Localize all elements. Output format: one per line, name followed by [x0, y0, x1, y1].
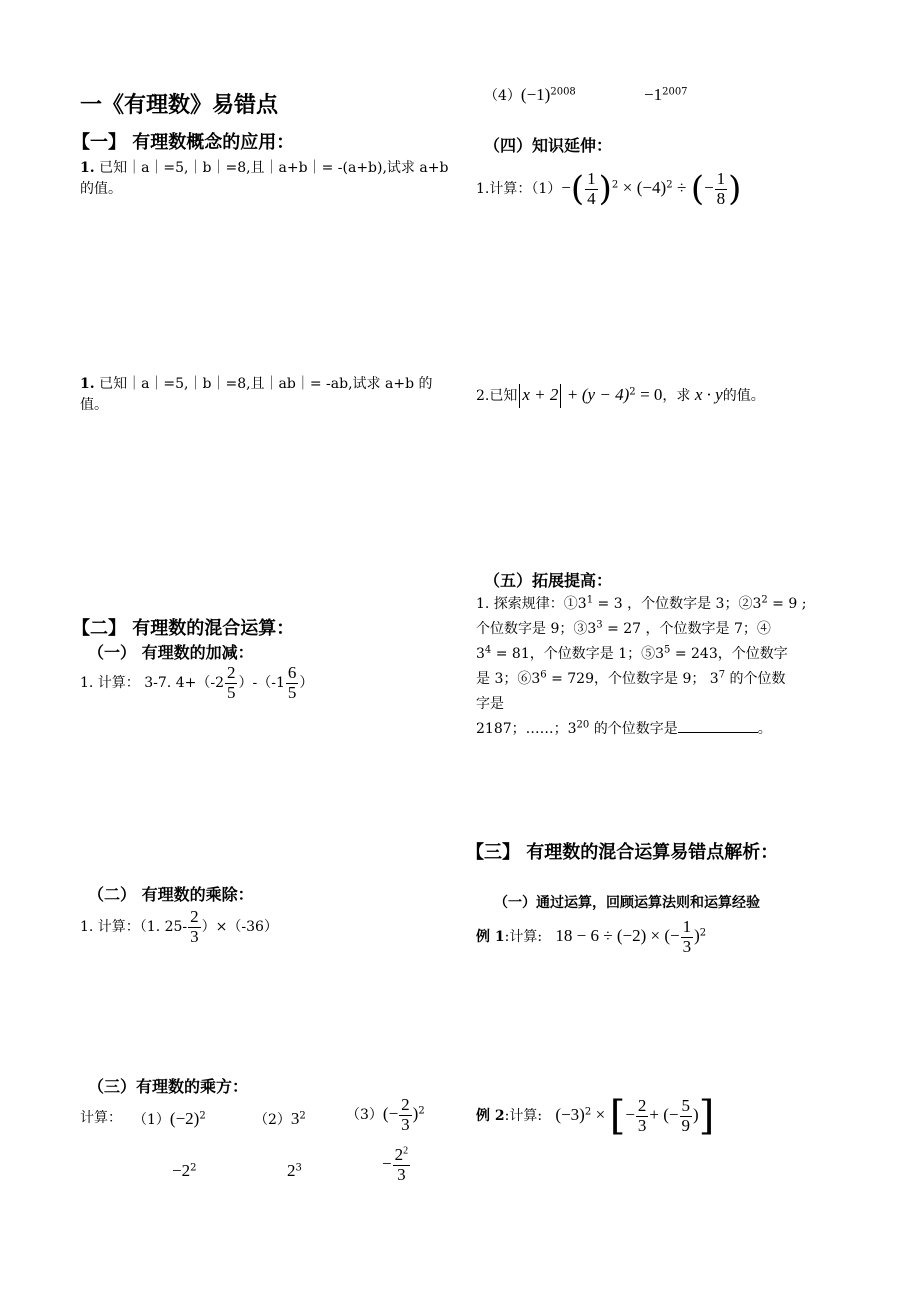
exponent: 2: [403, 1145, 409, 1157]
exponent: 2: [699, 927, 707, 939]
denominator: 3: [682, 936, 692, 956]
numerator: 5: [681, 1095, 691, 1115]
fraction: [225, 664, 238, 702]
expr: −: [625, 1105, 635, 1124]
exponent: 2: [629, 386, 636, 398]
section-heading-2: 【二】 有理数的混合运算：: [72, 618, 295, 639]
pattern-problem: [476, 592, 806, 742]
example-1: [476, 918, 706, 956]
multiplication-problem: [80, 908, 278, 946]
expr: 3: [290, 1109, 300, 1128]
exponent: 7: [718, 669, 726, 681]
numerator: 2: [401, 1095, 410, 1114]
text: = 3 ，个位数字是 3；②3: [593, 596, 762, 612]
subsection-heading-power: （三）有理数的乘方：: [88, 1077, 249, 1096]
expr: (−2): [169, 1109, 200, 1128]
expr: ): [694, 926, 700, 946]
expr: (−1): [520, 85, 551, 104]
fraction: [188, 908, 201, 946]
numerator: 1: [682, 917, 692, 936]
text-line: [476, 592, 806, 617]
exponent: 2007: [662, 86, 688, 98]
text: :计算:: [504, 929, 543, 946]
fraction: [636, 1097, 649, 1135]
operator: ÷: [677, 178, 687, 198]
text-line: [476, 617, 806, 642]
problem-label: （4）: [484, 88, 521, 104]
expr: −2: [172, 1161, 191, 1180]
numerator: 2: [190, 907, 199, 926]
section-heading-1: 【一】 有理数概念的应用：: [72, 132, 295, 153]
exponent: 2: [611, 179, 619, 191]
expr: x + 2: [522, 385, 559, 404]
abs-bar: [560, 384, 561, 408]
extension-problem-2: [476, 382, 765, 408]
subsection-heading-multiplication: （二） 有理数的乘除：: [88, 885, 254, 904]
expr: (−3): [555, 1105, 585, 1124]
exponent: 2: [761, 594, 768, 606]
right-paren: ): [728, 169, 742, 210]
power-problem-4b: [644, 82, 688, 108]
extension-problem-1: [476, 170, 741, 208]
exponent: 2008: [550, 86, 576, 98]
exponent: 3: [596, 619, 603, 631]
question-1: [80, 158, 450, 200]
section-heading-5: （五）拓展提高：: [484, 571, 613, 590]
fraction: [393, 1146, 411, 1184]
power-problem-1: [133, 1106, 206, 1132]
left-bracket: [: [609, 1093, 626, 1139]
power-label: 计算：: [80, 1110, 122, 1126]
problem-label: 2.已知: [476, 388, 518, 404]
subsection-heading-review: （一）通过运算，回顾运算法则和运算经验: [494, 895, 760, 911]
expr: (−: [382, 1104, 399, 1124]
text: = 243，个位数字: [670, 646, 788, 662]
left-paren: (: [690, 169, 705, 210]
denominator: 3: [637, 1115, 647, 1135]
answer-blank[interactable]: [678, 718, 758, 733]
numerator: 2: [637, 1095, 647, 1115]
operator: ×: [595, 1105, 606, 1124]
question-text: 已知｜a｜=5,｜b｜=8,且｜ab｜= -ab,试求 a+b 的值。: [80, 376, 433, 413]
exponent: 4: [484, 644, 492, 656]
expr-part: ）×（-36）: [201, 919, 278, 936]
exponent: 2: [666, 179, 673, 191]
expr: (y − 4): [581, 385, 630, 404]
example-label: 例 2: [476, 1108, 505, 1124]
expr: −: [382, 1154, 392, 1174]
page-title: 一《有理数》易错点: [80, 92, 279, 118]
expr: −1: [644, 85, 663, 104]
expr: x · y: [694, 385, 723, 404]
denominator: 5: [287, 682, 297, 702]
text: = 81，个位数字是 1；⑤3: [491, 646, 665, 662]
fraction: [585, 170, 598, 208]
text-line: [476, 667, 806, 692]
text: 字是: [476, 696, 504, 712]
fraction: [680, 1097, 693, 1135]
addition-problem: [80, 664, 313, 702]
question-number: 1.: [80, 160, 95, 176]
text-line: [476, 692, 806, 717]
section-heading-3: 【三】 有理数的混合运算易错点解析：: [466, 842, 779, 863]
denominator: 4: [587, 188, 596, 208]
expr-part: ）-（-1: [238, 675, 285, 692]
numerator: 2: [226, 663, 236, 682]
exponent: 2: [418, 1105, 425, 1117]
text: = 27 ，个位数字是 7；④: [602, 621, 771, 637]
text: :计算:: [504, 1108, 543, 1124]
text: 。: [757, 721, 772, 737]
denominator: 8: [716, 188, 726, 208]
fraction: [399, 1096, 412, 1134]
expr: (−4): [636, 178, 667, 198]
section-heading-4: （四）知识延伸：: [484, 136, 613, 155]
exponent: 2: [190, 1162, 197, 1174]
exponent: 2: [584, 1106, 592, 1118]
power-problem-5: [287, 1158, 302, 1184]
exponent: 1: [586, 594, 594, 606]
example-2: [476, 1093, 715, 1139]
numerator: 6: [287, 663, 297, 682]
text: 1. 探索规律：①3: [476, 596, 587, 612]
numerator: [393, 1146, 411, 1166]
expr-part: ）: [299, 675, 314, 692]
text: 的值。: [722, 388, 765, 404]
question-number: 1.: [80, 376, 95, 392]
text: = 9 ;: [767, 596, 807, 612]
power-problem-2: [254, 1106, 306, 1132]
power-problem-6: [382, 1146, 411, 1184]
text: = 729，个位数字是 9； 3: [546, 671, 719, 687]
example-label: 例 1: [476, 929, 505, 946]
right-paren: ): [598, 169, 612, 210]
power-problem-4-right: [484, 82, 576, 108]
subsection-heading-addition: （一） 有理数的加减：: [88, 643, 254, 662]
power-problem-3: [346, 1096, 425, 1134]
problem-label: （2）: [254, 1112, 291, 1128]
text: 3: [476, 646, 485, 662]
text: 的个位数: [725, 671, 786, 687]
expr-part: 1. 计算：（1. 25-: [80, 919, 188, 936]
expr: + (−: [649, 1105, 679, 1124]
numerator: 1: [587, 169, 596, 188]
operator: +: [567, 385, 578, 404]
exponent: 6: [540, 669, 547, 681]
expr: ): [693, 1105, 699, 1124]
fraction: [286, 664, 299, 702]
expr-part: 1. 计算： 3-7. 4+（-2: [80, 675, 224, 692]
denominator: 3: [401, 1114, 410, 1134]
numerator: 1: [716, 169, 726, 188]
question-text: 已知｜a｜=5,｜b｜=8,且｜a+b｜= -(a+b),试求 a+b 的值。: [80, 160, 449, 197]
expr: 18 − 6 ÷ (−2) × (−: [555, 926, 680, 946]
denominator: 3: [397, 1164, 406, 1184]
text: ，求: [662, 388, 691, 404]
problem-label: 1.计算：（1）: [476, 181, 562, 198]
abs-bar: [519, 384, 520, 408]
expr: ): [412, 1104, 419, 1124]
exponent: 20: [576, 719, 590, 731]
expr: = 0: [640, 385, 663, 404]
left-paren: (: [570, 169, 585, 210]
exponent: 5: [664, 644, 671, 656]
operator: ×: [622, 178, 633, 198]
power-problem-4: [172, 1158, 196, 1184]
problem-label: （1）: [133, 1112, 170, 1128]
fraction: [681, 918, 694, 956]
text: 的个位数字是: [589, 721, 678, 737]
text: 是 3；⑥3: [476, 671, 541, 687]
fraction: [715, 170, 728, 208]
text-line: [476, 642, 806, 667]
text: 个位数字是 9；③3: [476, 621, 597, 637]
expr: −: [704, 178, 714, 198]
denominator: 5: [226, 682, 236, 702]
exponent: 3: [295, 1162, 302, 1174]
exponent: 2: [299, 1110, 306, 1122]
right-bracket: ]: [698, 1093, 715, 1139]
text: 2187；……；3: [476, 721, 577, 737]
expr: −: [561, 178, 571, 198]
question-2: [80, 374, 450, 416]
expr: 2: [287, 1161, 296, 1180]
numerator-base: 2: [394, 1145, 404, 1164]
denominator: 9: [681, 1115, 691, 1135]
exponent: 2: [199, 1110, 206, 1122]
problem-label: （3）: [346, 1107, 383, 1124]
denominator: 3: [190, 926, 199, 946]
text-line: [476, 717, 806, 742]
